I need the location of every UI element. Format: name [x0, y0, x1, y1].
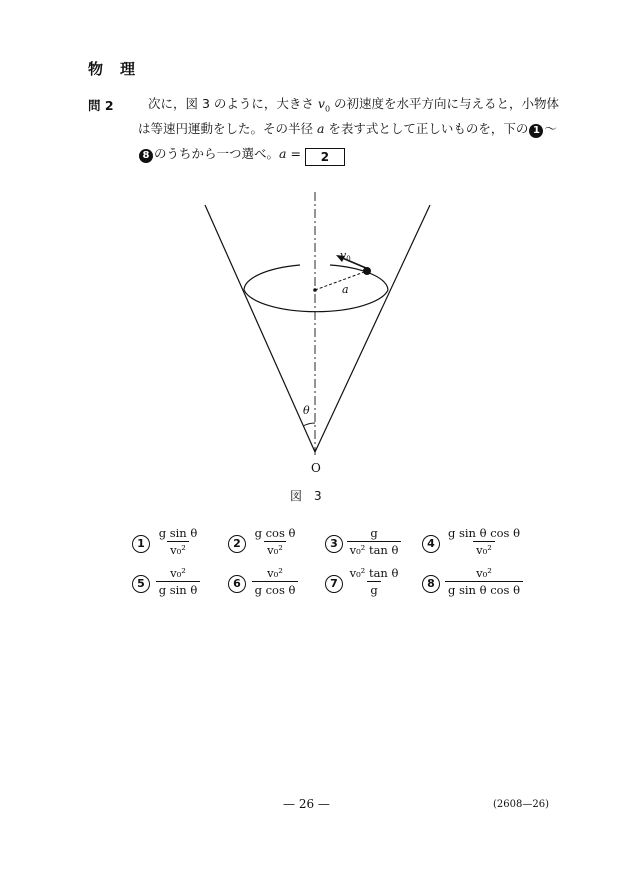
circled-number-icon: 1: [132, 535, 150, 553]
circled-number-icon: 6: [228, 575, 246, 593]
subject-title: 物 理: [88, 60, 137, 78]
object-ball: [363, 267, 371, 275]
denominator: v₀²: [473, 541, 495, 557]
choice-num-6[interactable]: [228, 575, 246, 593]
a-variable: a: [316, 121, 325, 136]
question-label: 問 2: [88, 98, 114, 113]
circled-number-icon: 8: [139, 149, 153, 163]
numerator: v₀²: [170, 566, 186, 580]
choice-num-8[interactable]: [422, 575, 440, 593]
question-text: 次に，図 3 のように，大きさ: [148, 96, 318, 111]
question-text: は等速円運動をした。その半径: [138, 121, 317, 136]
a-label: a: [342, 283, 349, 296]
question-text: を表す式として正しいものを，下の: [324, 121, 529, 136]
circled-number-icon: 8: [422, 575, 440, 593]
numerator: g sin θ: [158, 526, 198, 540]
answer-box[interactable]: 2: [305, 148, 345, 166]
choice-formula-5: [148, 566, 208, 597]
figure-caption: 図 3: [290, 489, 322, 503]
circled-number-icon: 4: [422, 535, 440, 553]
choice-formula-3: [341, 526, 407, 557]
tilde: ～: [544, 121, 557, 136]
choice-formula-8: [440, 566, 528, 597]
denominator: v₀²: [167, 541, 189, 557]
circled-number-icon: 1: [529, 124, 543, 138]
choice-formula-6: [245, 566, 305, 597]
exam-code: (2608—26): [493, 799, 549, 810]
cone-left-edge: [205, 205, 315, 452]
circular-path-back: [244, 265, 300, 290]
denominator: g sin θ cos θ: [445, 581, 523, 597]
page-number: — 26 —: [283, 797, 330, 811]
question-text: のうちから一つ選べ。: [154, 146, 280, 161]
circled-number-icon: 5: [132, 575, 150, 593]
denominator: v₀² tan θ: [347, 541, 402, 557]
numerator: v₀²: [267, 566, 283, 580]
choice-num-4[interactable]: [422, 535, 440, 553]
denominator: v₀²: [264, 541, 286, 557]
v0-symbol: v: [317, 96, 325, 111]
v0-label: v0: [340, 249, 351, 263]
denominator: g cos θ: [252, 581, 299, 597]
numerator: v₀² tan θ: [349, 566, 399, 580]
choice-formula-1: [148, 526, 208, 557]
circular-path-back-right: [330, 265, 388, 290]
radius-line: [315, 271, 367, 290]
circled-number-icon: 7: [325, 575, 343, 593]
choice-formula-4: [440, 526, 528, 557]
choice-formula-2: [245, 526, 305, 557]
numerator: g cos θ: [254, 526, 296, 540]
origin-label: O: [311, 461, 321, 475]
numerator: g: [370, 526, 378, 540]
theta-label: θ: [303, 404, 310, 417]
circular-path-front: [244, 290, 388, 312]
circled-number-icon: 2: [228, 535, 246, 553]
equals-sign: =: [286, 146, 305, 161]
denominator: g: [367, 581, 380, 597]
denominator: g sin θ: [156, 581, 201, 597]
circled-number-icon: 3: [325, 535, 343, 553]
a-variable: a: [279, 146, 287, 161]
numerator: g sin θ cos θ: [447, 526, 521, 540]
cone-right-edge: [315, 205, 430, 452]
theta-arc: [303, 423, 315, 426]
v0-subscript: 0: [324, 104, 331, 114]
question-text: の初速度を水平方向に与えると，小物体: [330, 96, 560, 111]
choice-num-2[interactable]: [228, 535, 246, 553]
choice-formula-7: [341, 566, 407, 597]
numerator: v₀²: [476, 566, 492, 580]
